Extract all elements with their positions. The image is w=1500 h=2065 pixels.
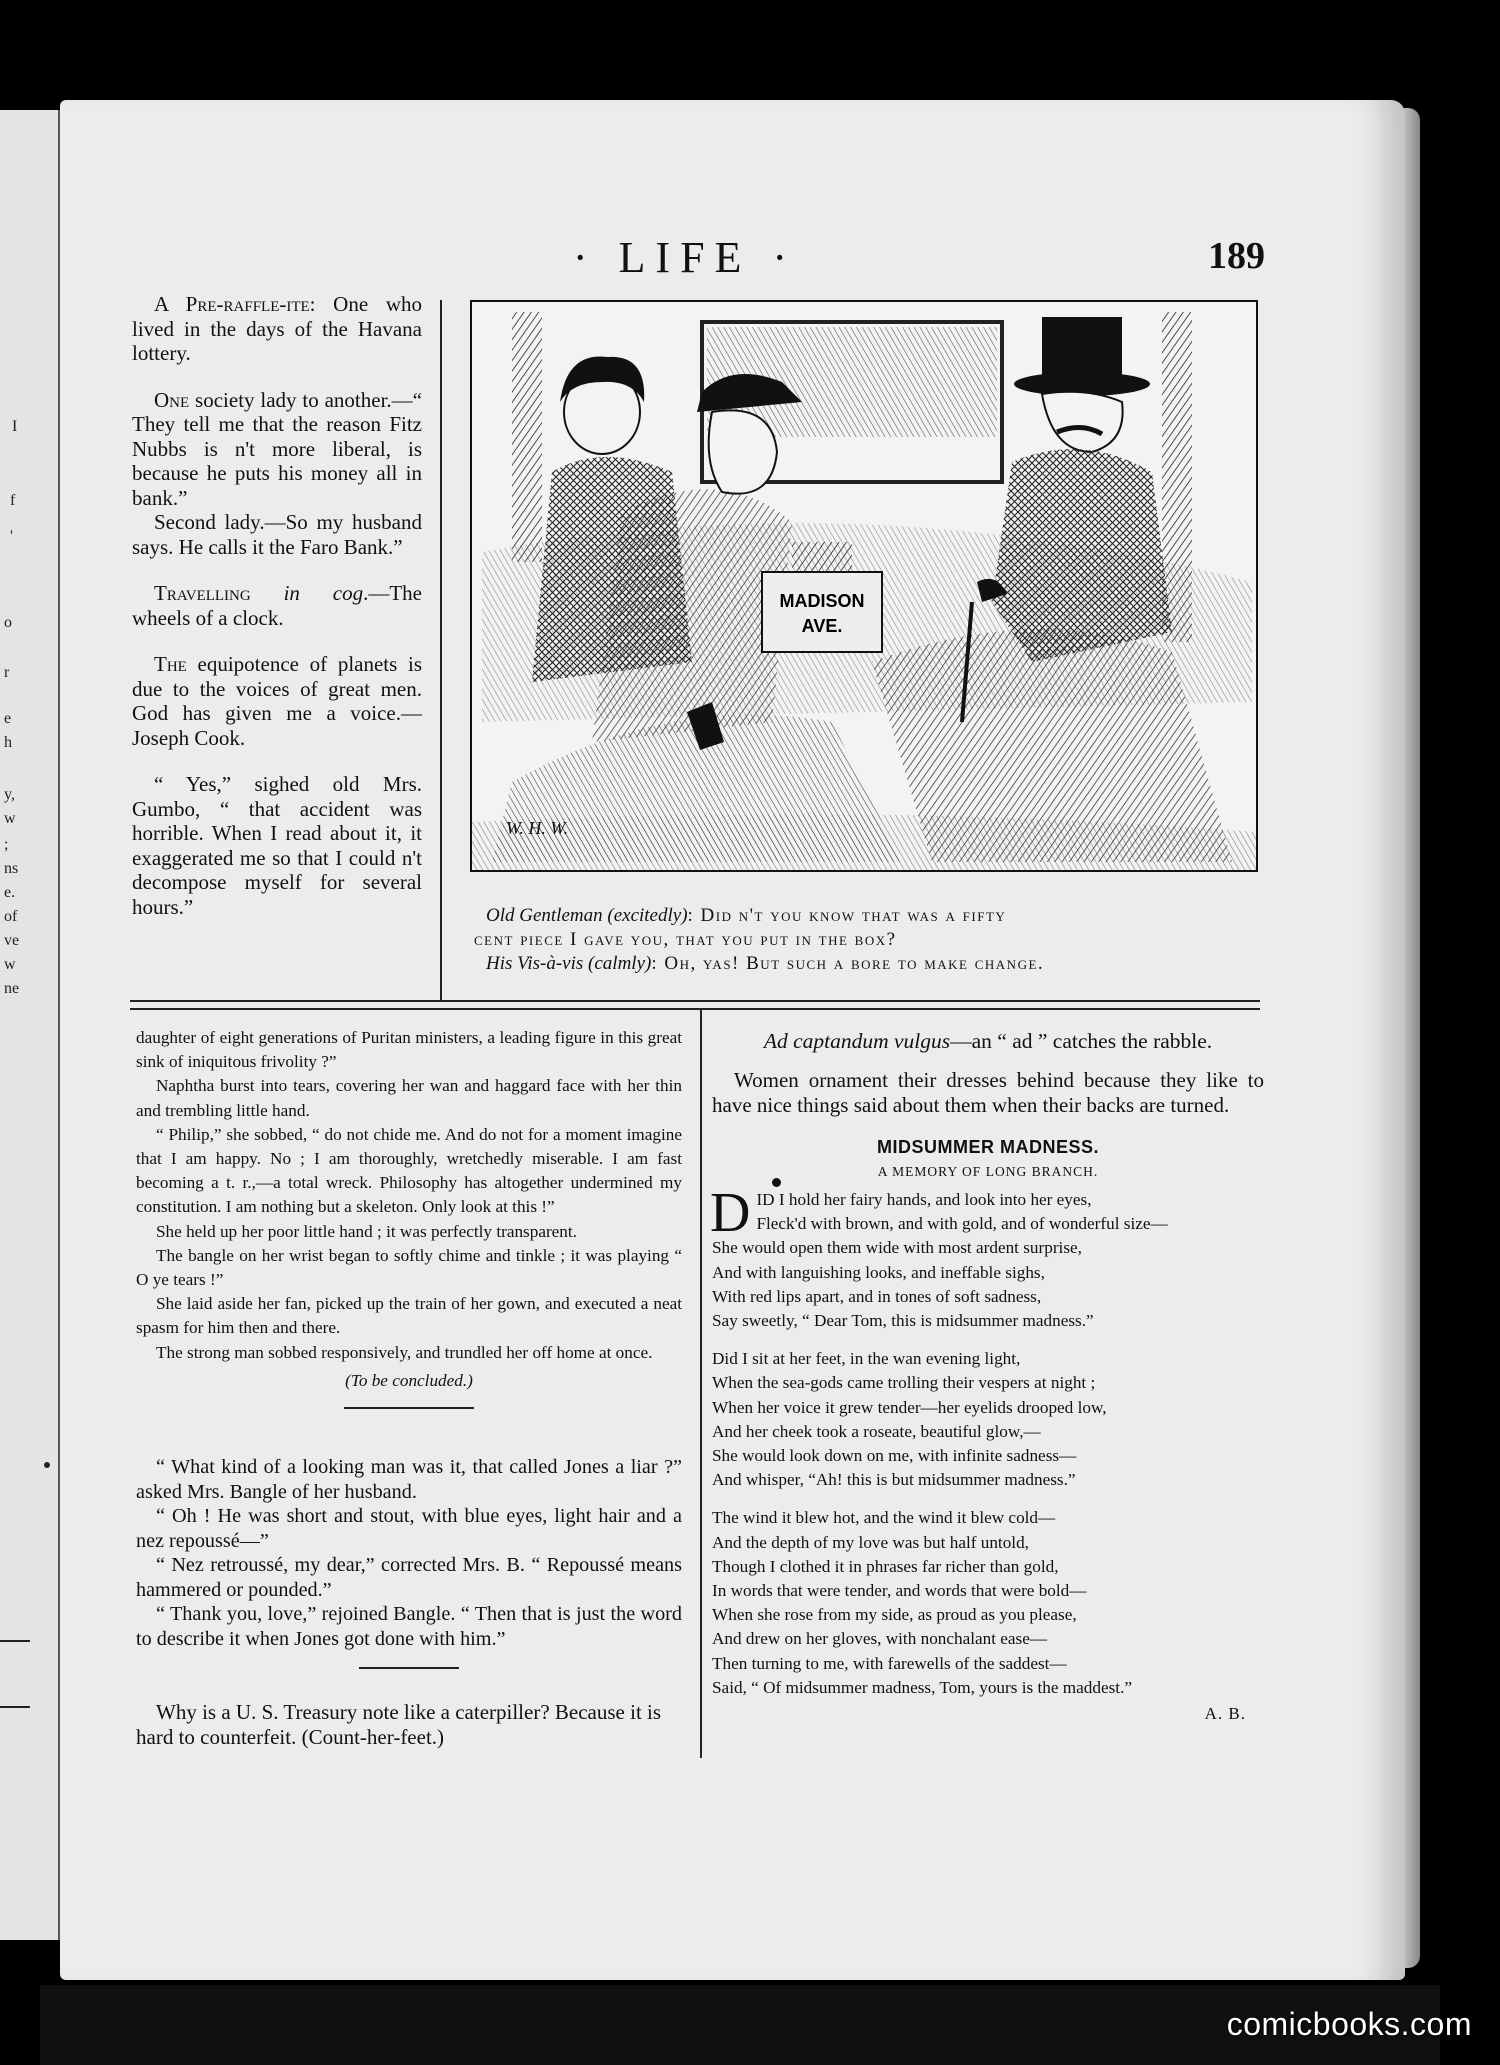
edge-fragment: h [4, 734, 12, 751]
short-rule [359, 1667, 459, 1669]
streetcar-scene-drawing [472, 302, 1256, 870]
poem-line: When she rose from my side, as proud as you please, [712, 1605, 1077, 1625]
cartoon-illustration [470, 300, 1258, 872]
paragraph-second-lady [132, 510, 422, 559]
latin-phrase: Ad captandum vulgus [763, 1029, 951, 1053]
margin-mark [0, 1706, 30, 1708]
poem-title: MIDSUMMER MADNESS. [876, 1137, 1099, 1157]
serial-story-column [136, 1026, 682, 1409]
drop-cap: D [710, 1182, 751, 1244]
body-text: —an “ ad ” catches the rabble. [950, 1029, 1213, 1053]
poem-subtitle: A MEMORY OF LONG BRANCH. [877, 1164, 1099, 1179]
lead-words: Travelling [154, 581, 251, 605]
poem-stanza-1 [710, 1182, 1264, 1333]
speaker-name: Old Gentleman [486, 905, 603, 926]
poem-line: Fleck'd with brown, and with gold, and of wonderful size— [756, 1214, 1168, 1234]
edge-fragment: f [10, 492, 16, 509]
poem-line: And whisper, “Ah! this is but midsummer madness.” [712, 1470, 1076, 1490]
body-text: Second lady.—So my husband says. He calls it the Faro Bank.” [132, 510, 422, 559]
paragraph-mrs-gumbo [132, 772, 422, 919]
serial-paragraph: She held up her poor little hand ; it was perfectly transparent. [156, 1221, 577, 1241]
poem-line: And with languishing looks, and ineffable sighs, [712, 1262, 1045, 1282]
poem-line: Said, “ Of midsummer madness, Tom, yours is the maddest.” [712, 1677, 1132, 1697]
edge-fragment: y, [4, 786, 15, 803]
joke-paragraph: “ Nez retroussé, my dear,” corrected Mrs. B. “ Repoussé means hammered or pounded.” [136, 1554, 682, 1601]
edge-fragment: w [4, 810, 16, 827]
edge-fragment: ns [4, 860, 19, 877]
poem-line: In words that were tender, and words that were bold— [712, 1581, 1087, 1601]
ornament-dot [772, 1178, 781, 1187]
paragraph-society-lady [132, 388, 422, 511]
poem-stanza-3 [712, 1506, 1264, 1700]
edge-fragment: ve [4, 932, 20, 949]
body-text: : One who lived in the days of the Havana lottery. [132, 292, 422, 365]
lead-words: The [154, 652, 187, 676]
edge-fragment: e [4, 710, 12, 727]
caption-line-3 [474, 952, 1264, 976]
caption-text: cent piece I gave you, that you put in the box? [474, 929, 897, 950]
joke-paragraph: “ Thank you, love,” rejoined Bangle. “ Then that is just the word to describe it when Jones got done with him.” [136, 1603, 682, 1650]
poem-line: And her cheek took a roseate, beautiful glow,— [712, 1421, 1041, 1441]
poem-line: Though I clothed it in phrases far richer than gold, [712, 1556, 1059, 1576]
sign-text: AVE. [801, 616, 843, 636]
poem-stanza-2 [712, 1347, 1264, 1492]
serial-paragraph: “ Philip,” she sobbed, “ do not chide me. And do not for a moment imagine that I am happy. No ; I am thoroughly, wretchedly miserable. I am fast becoming a t. r.,—a total wreck. Philosophy has altogether undermined my constitution. I am nothing but a skeleton. Only look at this !” [136, 1124, 682, 1217]
edge-fragment: o [4, 614, 12, 631]
section-double-rule [130, 1000, 1260, 1010]
to-be-concluded: (To be concluded.) [345, 1370, 473, 1390]
column-rule [440, 300, 442, 1000]
caption-text: : Did n't you know that was a fifty [687, 905, 1007, 926]
body-text: society lady to another.—“ They tell me that the reason Fitz Nubbs is n't more liberal, is because he puts his money all in bank.” [132, 387, 422, 510]
poem-line: Did I sit at her feet, in the wan evening light, [712, 1349, 1021, 1369]
edge-fragment: ' [10, 528, 13, 545]
poem-line: When her voice it grew tender—her eyelids drooped low, [712, 1397, 1107, 1417]
women-joke: Women ornament their dresses behind because they like to have nice things said about them when their backs are turned. [712, 1068, 1264, 1117]
right-column [712, 1026, 1264, 1724]
previous-page-edge [0, 110, 60, 1940]
caption-line-1 [474, 904, 1264, 928]
joke-paragraph: Why is a U. S. Treasury note like a caterpiller? Because it is hard to counterfeit. (Count-her-feet.) [136, 1700, 662, 1749]
speaker-manner: (excitedly) [607, 905, 688, 926]
serial-paragraph: The bangle on her wrist began to softly chime and tinkle ; it was playing “ O ye tears !” [136, 1245, 682, 1290]
edge-fragment: I [12, 418, 18, 435]
ad-captandum-line [712, 1026, 1264, 1056]
paragraph-pre-raffle-ite [132, 292, 422, 366]
caption-line-2 [474, 928, 1264, 952]
italic-text: in cog [250, 581, 364, 605]
edge-fragment: w [4, 956, 16, 973]
edge-fragment: e. [4, 884, 16, 901]
lead-words: A Pre-raffle-ite [154, 292, 310, 316]
poem-line: Then turning to me, with farewells of the saddest— [712, 1653, 1067, 1673]
edge-fragment: r [4, 664, 10, 681]
treasury-joke [136, 1700, 682, 1750]
short-rule [344, 1407, 474, 1409]
speaker-manner: (calmly) [588, 953, 652, 974]
edge-fragment: ; [4, 836, 9, 853]
paragraph-travelling [132, 581, 422, 630]
body-text: equipotence of planets is due to the voices of great men. God has given me a voice.—Joseph Cook. [132, 652, 422, 750]
site-watermark: comicbooks.com [1226, 2006, 1472, 2042]
serial-paragraph: She laid aside her fan, picked up the train of her gown, and executed a neat spasm for him then and there. [136, 1294, 682, 1338]
poem-line: Say sweetly, “ Dear Tom, this is midsummer madness.” [712, 1311, 1094, 1331]
margin-mark [44, 1462, 50, 1468]
edge-fragment: ne [4, 980, 20, 997]
poem-line: With red lips apart, and in tones of soft sadness, [712, 1286, 1042, 1306]
edge-fragment: of [4, 908, 18, 925]
serial-paragraph: The strong man sobbed responsively, and trundled her off home at once. [156, 1342, 653, 1362]
poem-line-text: ID I hold her fairy hands, and look into her eyes, [756, 1190, 1092, 1209]
serial-paragraph: Naphtha burst into tears, covering her wan and haggard face with her thin and trembling little hand. [136, 1076, 682, 1120]
joke-paragraph: “ What kind of a looking man was it, that called Jones a liar ?” asked Mrs. Bangle of her husband. [136, 1456, 682, 1503]
masthead: · LIFE · [572, 233, 798, 282]
sign-text: MADISON [779, 591, 865, 611]
lead-words: One [154, 387, 190, 412]
page-number: 189 [1208, 235, 1265, 277]
caption-text: : Oh, yas! But such a bore to make change. [651, 953, 1045, 974]
body-text: .—The wheels of a clock. [132, 581, 422, 630]
top-left-column [132, 292, 422, 941]
speaker-name: His Vis-à-vis [486, 953, 584, 974]
poem-line: She would open them wide with most ardent surprise, [712, 1238, 1082, 1258]
margin-mark [0, 1640, 30, 1642]
poem-line: When the sea-gods came trolling their vespers at night ; [712, 1373, 1096, 1393]
bangle-joke [136, 1455, 682, 1669]
poem-line: She would look down on me, with infinite sadness— [712, 1446, 1077, 1466]
poem-line: The wind it blew hot, and the wind it blew cold— [712, 1508, 1056, 1528]
paragraph-equipotence [132, 652, 422, 750]
serial-paragraph: daughter of eight generations of Puritan ministers, a leading figure in this great sink of iniquitous frivolity ?” [136, 1028, 682, 1072]
column-rule [700, 1008, 702, 1758]
artist-signature: W. H. W. [506, 818, 569, 838]
poem-line: And drew on her gloves, with nonchalant ease— [712, 1629, 1048, 1649]
cartoon-caption [474, 904, 1264, 976]
joke-paragraph: “ Oh ! He was short and stout, with blue eyes, light hair and a nez repoussé—” [136, 1505, 682, 1552]
poem-line: And the depth of my love was but half untold, [712, 1532, 1029, 1552]
poem-signature: A. B. [1204, 1704, 1246, 1724]
body-text: “ Yes,” sighed old Mrs. Gumbo, “ that accident was horrible. When I read about it, it exaggerated me so that I could n't decompose myself for several hours.” [132, 772, 422, 919]
